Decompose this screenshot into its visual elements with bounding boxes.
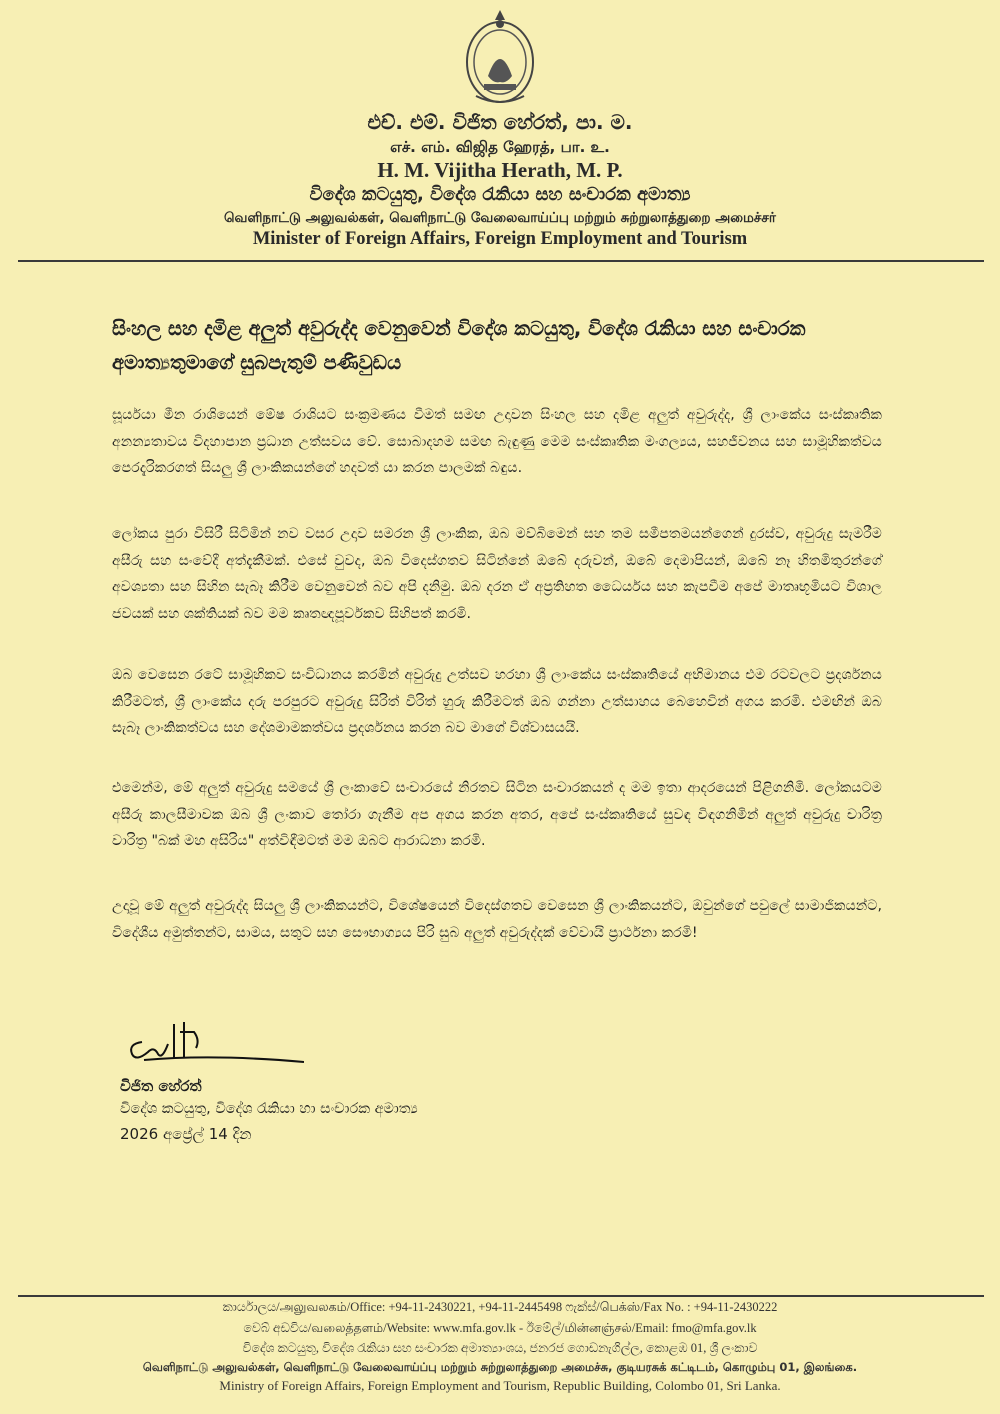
footer-contact-phone: කාර්යාලය/அலுவலகம்/Office: +94-11-2430221, +94-11-2445498 ෆැක්ස්/பெக்ஸ்/Fax No. : +94-11-2430222 — [222, 1300, 778, 1314]
body-paragraph-5: උදාවූ මේ අලුත් අවුරුද්ද සියලු ශ්‍රී ලාංකිකයන්ට, විශේෂයෙන් විදෙස්ගතව වෙසෙන ශ්‍රී ලාංකිකයන්ට, ඔවුන්ගේ පවුලේ සාමාජිකයන්ට, විදේශීය අමුත්තන්ට, සාමය, සතුට සහ සෞභාග්‍යය පිරි සුබ අලුත් අවුරුද්දක් වේවායි ප්‍රාර්ථනා කරමි! — [112, 898, 882, 941]
body-paragraph-3: ඔබ වෙසෙන රටේ සාමූහිකව සංවිධානය කරමින් අවුරුදු උත්සව හරහා ශ්‍රී ලාංකේය සංස්කෘතියේ අභිමානය එම රටවලට ප්‍රදර්ශනය කිරීමටත්, ශ්‍රී ලාංකේය දරු පරපුරට අවුරුදු සිරිත් විරිත් හුරු කිරීමටත් ඔබ ගන්නා උත්සාහය බෙහෙවින් අගය කරමි. එමඟින් ඔබ සැබෑ ලාංකිකත්වය සහ දේශමාමකත්වය ප්‍රදර්ශනය කරන බව මාගේ විශ්වාසයයි. — [112, 667, 882, 736]
document-title: සිංහල සහ දමිළ අලුත් අවුරුද්ද වෙනුවෙන් විදේශ කටයුතු, විදේශ රැකියා සහ සංචාරක අමාත්‍යතුමාගේ සුබපැතුම් පණිවුඩය — [112, 317, 806, 374]
minister-name-tamil: எச். எம். விஜித ஹேரத், பா. உ. — [390, 138, 610, 156]
handwritten-signature — [124, 1018, 304, 1068]
sri-lanka-emblem-icon — [462, 6, 538, 106]
footer-address-tamil: வெளிநாட்டு அலுவல்கள், வெளிநாட்டு வேலைவாய்ப்பு மற்றும் சுற்றுலாத்துறை அமைச்சு, குடியரசுக் கட்டிடம், கொழும்பு 01, இலங்கை. — [142, 1360, 858, 1374]
header-divider — [18, 260, 984, 262]
minister-title-sinhala: විදේශ කටයුතු, විදේශ රැකියා සහ සංචාරක අමාත්‍ය — [309, 184, 691, 205]
footer-address-sinhala: විදේශ කටයුතු, විදේශ රැකියා සහ සංචාරක අමාත්‍යාංශය, ජනරජ ගොඩනැගිල්ල, කොළඹ 01, ශ්‍රී ලංකාව — [242, 1341, 758, 1355]
signer-title: විදේශ කටයුතු, විදේශ රැකියා හා සංචාරක අමාත්‍ය — [120, 1101, 418, 1117]
signer-name: විජිත හේරත් — [120, 1077, 202, 1095]
body-paragraph-2: ලෝකය පුරා විසිරී සිටිමින් නව වසර උදාව සමරන ශ්‍රී ලාංකික, ඔබ මව්බිමෙන් සහ තම සමීපතමයන්ගෙන් දුරස්ව, අවුරුදු සැමරීම අසීරු සහ සංවේදී අත්දැකීමක්. එසේ වුවද, ඔබ විදෙස්ගතව සිටින්නේ ඔබේ දරුවන්, ඔබේ දෙමාපියන්, ඔබේ නෑ හිතමිතුරන්ගේ අවශ්‍යතා සහ සිහින සැබෑ කිරීම වෙනුවෙන් බව අපි දනිමු. ඔබ දරන ඒ අප්‍රතිහත ධෛර්යය සහ කැපවීම අපේ මාතෘභූමියට විශාල ජවයක් සහ ශක්තියක් බව මම කෘතඥපූර්වකව සිහිපත් කරමි. — [112, 526, 882, 622]
minister-title-tamil: வெளிநாட்டு அலுவல்கள், வெளிநாட்டு வேலைவாய்ப்பு மற்றும் சுற்றுலாத்துறை அமைச்சர் — [224, 210, 776, 226]
footer-contact-web: වෙබ් අඩවිය/வலைத்தளம்/Website: www.mfa.gov.lk - ඊමේල්/மின்னஞ்சல்/Email: fmo@mfa.gov.lk — [243, 1321, 757, 1335]
footer-address-english: Ministry of Foreign Affairs, Foreign Employment and Tourism, Republic Building, Colombo 01, Sri Lanka. — [219, 1378, 781, 1393]
body-paragraph-4: එමෙන්ම, මේ අලුත් අවුරුදු සමයේ ශ්‍රී ලංකාවේ සංචාරයේ නිරතව සිටින සංචාරකයන් ද මම ඉතා ආදරයෙන් පිළිගනිමි. ලෝකයටම අසීරු කාලසීමාවක ඔබ ශ්‍රී ලංකාව තෝරා ගැනීම අප අගය කරන අතර, අපේ සංස්කෘතියේ සුවඳ විඳගනිමින් අලුත් අවුරුදු චාරිත්‍ර වාරිත්‍ර "බක් මහ අසිරිය" අත්විඳීමටත් මම ඔබට ආරාධනා කරමි. — [112, 780, 882, 849]
body-paragraph-1: සූර්යයා මීන රාශියෙන් මේෂ රාශියට සංක්‍රමණය වීමත් සමඟ උදාවන සිංහල සහ දමිළ අලුත් අවුරුද්ද, ශ්‍රී ලාංකේය සංස්කෘතික අනන්‍යතාවය විදහාපාන ප්‍රධාන උත්සවය වේ. සොබාදහම සමඟ බැඳුණු මෙම සංස්කෘතික මංගල්‍යය, සහජීවනය සහ සාමූහිකත්වය පෙරදැරිකරගත් සියලු ශ්‍රී ලාංකිකයන්ගේ හදවත් යා කරන පාලමක් බඳුය. — [112, 407, 882, 476]
minister-name-english: H. M. Vijitha Herath, M. P. — [377, 158, 623, 182]
signature-date: 2026 අප්‍රේල් 14 දින — [120, 1125, 252, 1143]
minister-name-sinhala: එච්. එම්. විජිත හේරත්, පා. ම. — [367, 110, 633, 134]
minister-title-english: Minister of Foreign Affairs, Foreign Employment and Tourism — [252, 229, 748, 249]
footer-divider — [18, 1295, 984, 1297]
